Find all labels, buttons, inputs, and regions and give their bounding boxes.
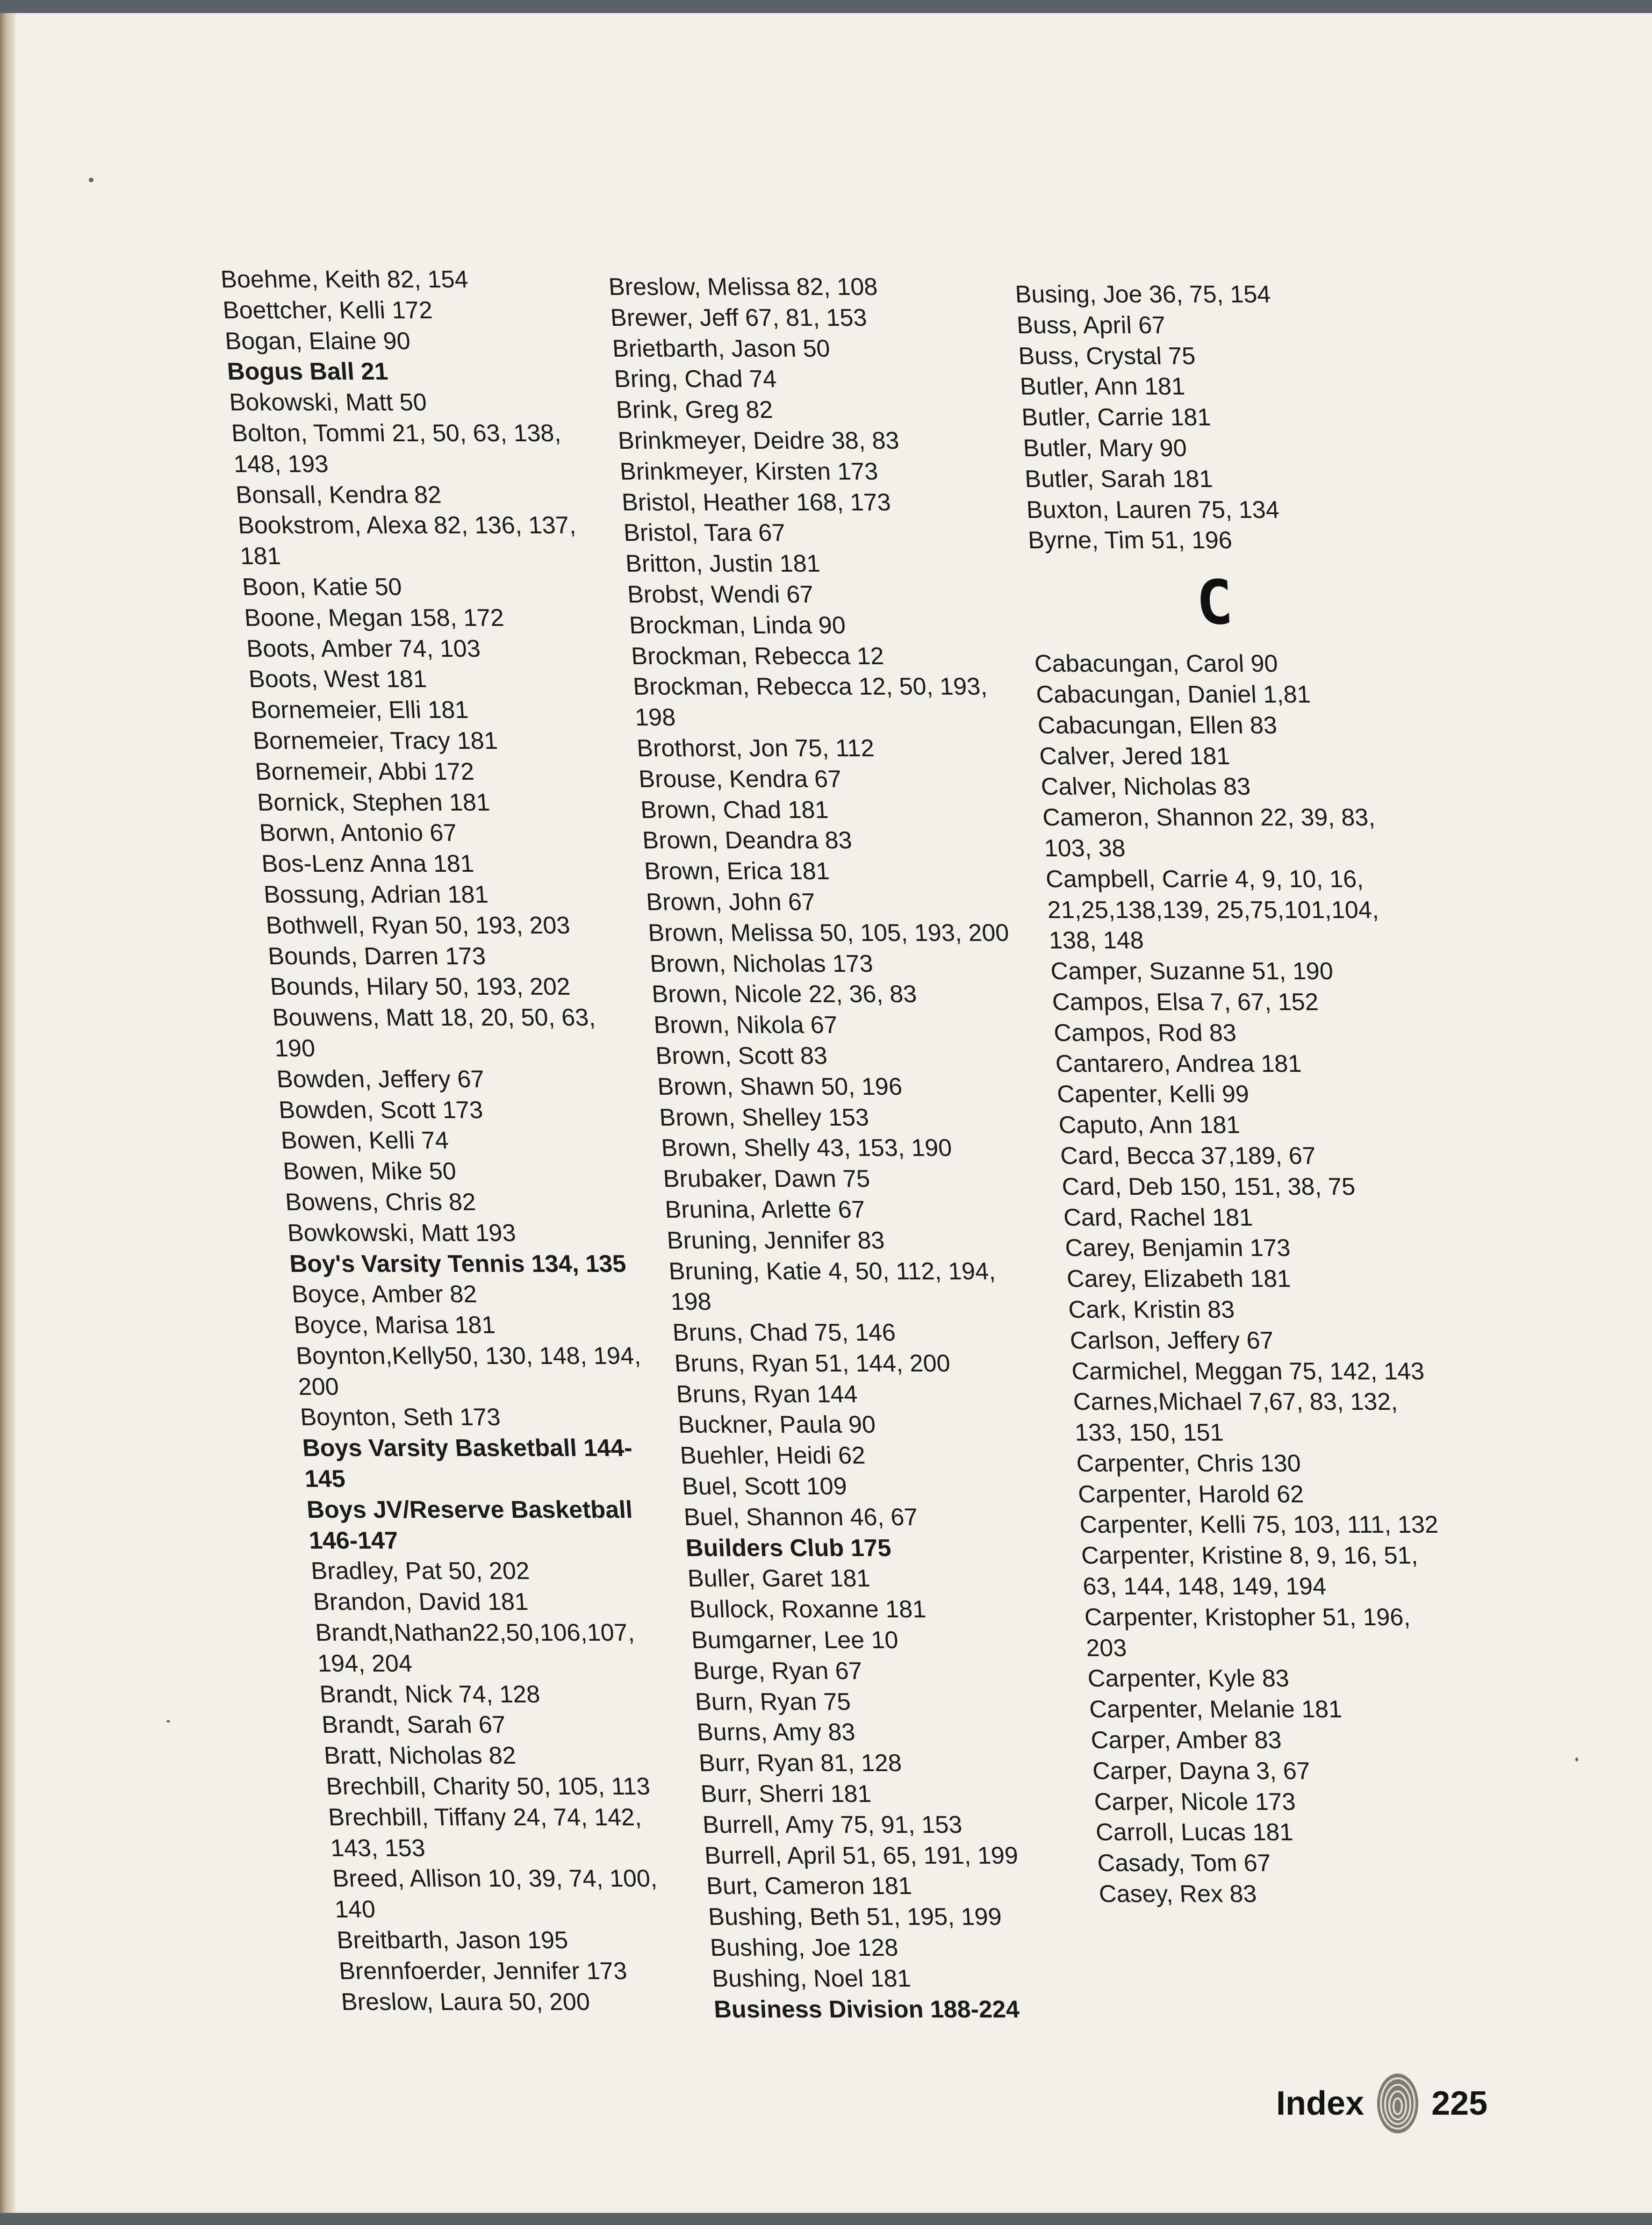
index-entry: Carpenter, Chris 130 xyxy=(1076,1450,1302,1477)
index-entry: Breed, Allison 10, 39, 74, 100, 140 xyxy=(331,1865,658,1924)
index-column-3-entries-c xyxy=(1034,649,1464,1910)
index-section-entry: Bogus Ball 21 xyxy=(226,358,389,386)
index-entry: Bruns, Chad 75, 146 xyxy=(672,1319,897,1347)
index-entry: Boyce, Marisa 181 xyxy=(293,1312,496,1339)
index-entry: Byrne, Tim 51, 196 xyxy=(1027,527,1233,554)
index-entry: Bouwens, Matt 18, 20, 50, 63, 190 xyxy=(271,1004,596,1062)
index-entry: Brown, Nicholas 173 xyxy=(649,950,874,977)
index-entry: Bookstrom, Alexa 82, 136, 137, 181 xyxy=(237,512,577,570)
index-entry: Brennfoerder, Jennifer 173 xyxy=(338,1957,628,1985)
index-entry: Campos, Elsa 7, 67, 152 xyxy=(1051,988,1319,1016)
index-entry: Bowen, Kelli 74 xyxy=(280,1127,450,1155)
scan-bottom-border xyxy=(0,2213,1652,2225)
index-entry: Boehme, Keith 82, 154 xyxy=(220,266,469,293)
index-entry: Cabacungan, Ellen 83 xyxy=(1037,711,1278,739)
index-section-entry: Boys Varsity Basketball 144-145 xyxy=(302,1435,633,1493)
index-entry: Burr, Sherri 181 xyxy=(700,1780,872,1808)
index-entry: Bolton, Tommi 21, 50, 63, 138, 148, 193 xyxy=(230,419,562,478)
index-section-entry: Boy's Varsity Tennis 134, 135 xyxy=(288,1250,627,1278)
index-entry: Carpenter, Kyle 83 xyxy=(1087,1665,1290,1693)
index-entry: Carey, Elizabeth 181 xyxy=(1066,1265,1292,1293)
index-entry: Bruning, Jennifer 83 xyxy=(666,1227,885,1254)
index-entry: Bradley, Pat 50, 202 xyxy=(310,1558,531,1585)
index-entry: Brown, Shawn 50, 196 xyxy=(656,1073,903,1100)
index-entry: Burr, Ryan 81, 128 xyxy=(698,1750,903,1777)
index-entry: Buller, Garet 181 xyxy=(687,1565,871,1593)
index-entry: Bushing, Joe 128 xyxy=(709,1934,899,1962)
index-entry: Casey, Rex 83 xyxy=(1098,1880,1257,1908)
index-entry: Bowens, Chris 82 xyxy=(284,1188,477,1216)
index-entry: Britton, Justin 181 xyxy=(625,550,821,578)
index-entry: Boon, Katie 50 xyxy=(241,573,403,601)
index-entry: Brandon, David 181 xyxy=(312,1588,529,1616)
index-entry: Bristol, Heather 168, 173 xyxy=(621,488,892,516)
index-entry: Brinkmeyer, Kirsten 173 xyxy=(619,458,879,485)
index-section-entry: Boys JV/Reserve Basketball 146-147 xyxy=(306,1496,633,1554)
index-entry: Brinkmeyer, Deidre 38, 83 xyxy=(617,427,900,454)
index-entry: Brobst, Wendi 67 xyxy=(626,581,814,608)
index-entry: Buel, Scott 109 xyxy=(681,1473,848,1500)
index-column-3-entries-b xyxy=(1014,280,1393,556)
index-entry: Breslow, Laura 50, 200 xyxy=(340,1988,591,2016)
index-entry: Boettcher, Kelli 172 xyxy=(222,296,433,324)
index-entry: Breslow, Melissa 82, 108 xyxy=(608,273,878,301)
index-entry: Caputo, Ann 181 xyxy=(1058,1112,1241,1139)
index-entry: Carper, Nicole 173 xyxy=(1093,1788,1296,1816)
index-entry: Carper, Dayna 3, 67 xyxy=(1092,1757,1311,1785)
index-entry: Bornick, Stephen 181 xyxy=(256,789,491,816)
index-entry: Bushing, Noel 181 xyxy=(711,1965,912,1992)
index-section-entry: Business Division 188-224 xyxy=(713,1995,1020,2023)
index-entry: Buehler, Heidi 62 xyxy=(679,1442,866,1470)
section-letter-c: C xyxy=(1194,567,1233,639)
index-entry: Bring, Chad 74 xyxy=(613,366,777,393)
index-entry: Bristol, Tara 67 xyxy=(623,519,786,547)
index-entry: Bowkowski, Matt 193 xyxy=(286,1219,517,1247)
index-entry: Capenter, Kelli 99 xyxy=(1056,1081,1250,1108)
index-entry: Butler, Carrie 181 xyxy=(1020,404,1212,431)
index-entry: Card, Rachel 181 xyxy=(1063,1204,1254,1231)
index-entry: Carpenter, Harold 62 xyxy=(1077,1480,1305,1508)
index-entry: Bos-Lenz Anna 181 xyxy=(260,850,475,878)
index-entry: Bonsall, Kendra 82 xyxy=(235,481,442,509)
index-entry: Carpenter, Kristopher 51, 196, 203 xyxy=(1084,1603,1411,1662)
index-entry: Buel, Shannon 46, 67 xyxy=(683,1503,919,1531)
index-entry: Brunina, Arlette 67 xyxy=(664,1196,866,1223)
index-entry: Butler, Ann 181 xyxy=(1019,373,1186,401)
index-entry: Bruns, Ryan 144 xyxy=(675,1380,858,1408)
index-entry: Bokowski, Matt 50 xyxy=(228,389,428,416)
index-entry: Calver, Jered 181 xyxy=(1038,742,1231,770)
index-entry: Brandt, Nick 74, 128 xyxy=(318,1680,541,1708)
index-entry: Card, Becca 37,189, 67 xyxy=(1059,1142,1317,1170)
index-entry: Bowden, Jeffery 67 xyxy=(275,1065,486,1093)
index-entry: Brown, Erica 181 xyxy=(643,858,831,885)
index-entry: Brechbill, Charity 50, 105, 113 xyxy=(325,1773,651,1801)
index-entry: Cabacungan, Daniel 1,81 xyxy=(1035,681,1311,708)
index-entry: Brockman, Rebecca 12, 50, 193, 198 xyxy=(632,673,988,732)
index-entry: Bullock, Roxanne 181 xyxy=(689,1596,927,1623)
index-entry: Butler, Mary 90 xyxy=(1022,434,1188,462)
index-entry: Brown, Scott 83 xyxy=(654,1042,828,1069)
index-entry: Brockman, Linda 90 xyxy=(628,611,847,639)
index-entry: Brandt, Sarah 67 xyxy=(321,1711,507,1739)
index-column-3 xyxy=(1014,280,1465,1910)
index-entry: Busing, Joe 36, 75, 154 xyxy=(1014,281,1271,308)
index-entry: Bounds, Darren 173 xyxy=(267,942,487,970)
index-entry: Bratt, Nicholas 82 xyxy=(323,1742,517,1770)
index-entry: Boynton, Seth 173 xyxy=(299,1404,502,1431)
index-entry: Carroll, Lucas 181 xyxy=(1095,1819,1294,1846)
index-entry: Brouse, Kendra 67 xyxy=(638,765,842,793)
index-entry: Brockman, Rebecca 12 xyxy=(630,642,885,670)
index-entry: Bossung, Adrian 181 xyxy=(263,881,489,908)
paper-speck xyxy=(166,1720,170,1723)
index-entry: Carper, Amber 83 xyxy=(1090,1727,1282,1754)
paper-speck xyxy=(1575,1758,1578,1761)
index-entry: Burrell, Amy 75, 91, 153 xyxy=(702,1811,963,1838)
index-entry: Breitbarth, Jason 195 xyxy=(336,1927,569,1954)
page-number: 225 xyxy=(1431,2085,1488,2122)
index-entry: Cantarero, Andrea 181 xyxy=(1055,1050,1302,1077)
index-entry: Boyce, Amber 82 xyxy=(291,1281,478,1308)
index-entry: Buss, April 67 xyxy=(1016,311,1166,339)
index-entry: Bornemeier, Elli 181 xyxy=(250,696,470,724)
index-entry: Bowen, Mike 50 xyxy=(282,1158,457,1185)
index-entry: Burn, Ryan 75 xyxy=(694,1688,852,1715)
index-entry: Cameron, Shannon 22, 39, 83, 103, 38 xyxy=(1041,804,1376,862)
index-entry: Carey, Benjamin 173 xyxy=(1064,1235,1291,1262)
index-entry: Cabacungan, Carol 90 xyxy=(1034,650,1279,678)
index-entry: Buckner, Paula 90 xyxy=(677,1411,876,1439)
index-entry: Bogan, Elaine 90 xyxy=(224,327,411,355)
index-entry: Brown, Chad 181 xyxy=(639,796,829,824)
index-entry: Brubaker, Dawn 75 xyxy=(662,1165,871,1193)
index-entry: Brink, Greg 82 xyxy=(615,396,774,424)
index-entry: Boots, Amber 74, 103 xyxy=(245,635,481,662)
index-entry: Carlson, Jeffery 67 xyxy=(1069,1327,1274,1354)
index-entry: Calver, Nicholas 83 xyxy=(1040,773,1251,801)
index-entry: Cark, Kristin 83 xyxy=(1067,1296,1235,1323)
index-entry: Butler, Sarah 181 xyxy=(1024,465,1214,493)
page-binding-edge xyxy=(0,0,16,2225)
index-entry: Buss, Crystal 75 xyxy=(1018,342,1196,370)
index-entry: Bushing, Beth 51, 195, 199 xyxy=(707,1903,1003,1931)
paper-speck xyxy=(89,178,93,182)
index-entry: Bruning, Katie 4, 50, 112, 194, 198 xyxy=(668,1257,997,1316)
index-entry: Burge, Ryan 67 xyxy=(692,1657,863,1685)
footer-label: Index xyxy=(1276,2085,1365,2122)
index-entry: Carpenter, Kristine 8, 9, 16, 51, 63, 144, 148, 149, 194 xyxy=(1080,1542,1419,1601)
index-entry: Campbell, Carrie 4, 9, 10, 16, 21,25,138,139, 25,75,101,104, 138, 148 xyxy=(1045,865,1379,955)
index-entry: Boots, West 181 xyxy=(248,666,428,693)
scan-top-border xyxy=(0,0,1652,13)
index-section-entry: Builders Club 175 xyxy=(685,1534,892,1562)
index-entry: Burns, Amy 83 xyxy=(696,1719,856,1746)
index-entry: Brandt,Nathan22,50,106,107, 194, 204 xyxy=(314,1619,636,1677)
index-entry: Brown, Nikola 67 xyxy=(653,1012,839,1039)
index-entry: Brown, Shelley 153 xyxy=(658,1104,870,1131)
index-entry: Bornemeir, Abbi 172 xyxy=(254,758,475,785)
index-entry: Carnes,Michael 7,67, 83, 132, 133, 150, 151 xyxy=(1072,1388,1399,1447)
index-entry: Brietbarth, Jason 50 xyxy=(611,335,831,362)
index-entry: Brothorst, Jon 75, 112 xyxy=(636,734,875,762)
index-entry: Brown, Melissa 50, 105, 193, 200 xyxy=(647,919,1010,947)
index-entry: Buxton, Lauren 75, 134 xyxy=(1026,496,1280,524)
index-entry: Boone, Megan 158, 172 xyxy=(243,604,505,632)
index-entry: Bothwell, Ryan 50, 193, 203 xyxy=(265,912,571,939)
index-entry: Brechbill, Tiffany 24, 74, 142, 143, 153 xyxy=(327,1803,643,1862)
index-entry: Card, Deb 150, 151, 38, 75 xyxy=(1061,1173,1356,1200)
index-entry: Bounds, Hilary 50, 193, 202 xyxy=(269,973,571,1001)
index-entry: Bruns, Ryan 51, 144, 200 xyxy=(674,1349,951,1377)
index-entry: Boynton,Kelly50, 130, 148, 194, 200 xyxy=(295,1342,642,1400)
fingerprint-icon xyxy=(1374,2071,1421,2136)
index-entry: Carpenter, Melanie 181 xyxy=(1088,1696,1343,1723)
index-entry: Camper, Suzanne 51, 190 xyxy=(1050,958,1334,985)
index-entry: Burrell, April 51, 65, 191, 199 xyxy=(704,1842,1019,1869)
index-entry: Carpenter, Kelli 75, 103, 111, 132 xyxy=(1079,1511,1439,1539)
index-entry: Brown, Nicole 22, 36, 83 xyxy=(651,981,918,1008)
index-entry: Casady, Tom 67 xyxy=(1097,1850,1272,1877)
index-entry: Borwn, Antonio 67 xyxy=(259,819,458,847)
index-entry: Brown, Deandra 83 xyxy=(641,827,853,854)
index-entry: Bumgarner, Lee 10 xyxy=(690,1627,899,1654)
page-footer xyxy=(1276,2071,1487,2136)
index-entry: Brewer, Jeff 67, 81, 153 xyxy=(610,304,868,331)
index-entry: Carmichel, Meggan 75, 142, 143 xyxy=(1070,1357,1425,1385)
index-entry: Brown, Shelly 43, 153, 190 xyxy=(660,1134,953,1162)
index-entry: Campos, Rod 83 xyxy=(1053,1019,1237,1047)
index-entry: Bornemeier, Tracy 181 xyxy=(252,727,499,754)
index-entry: Bowden, Scott 173 xyxy=(278,1096,484,1124)
index-entry: Burt, Cameron 181 xyxy=(705,1873,913,1900)
index-entry: Brown, John 67 xyxy=(645,888,816,916)
